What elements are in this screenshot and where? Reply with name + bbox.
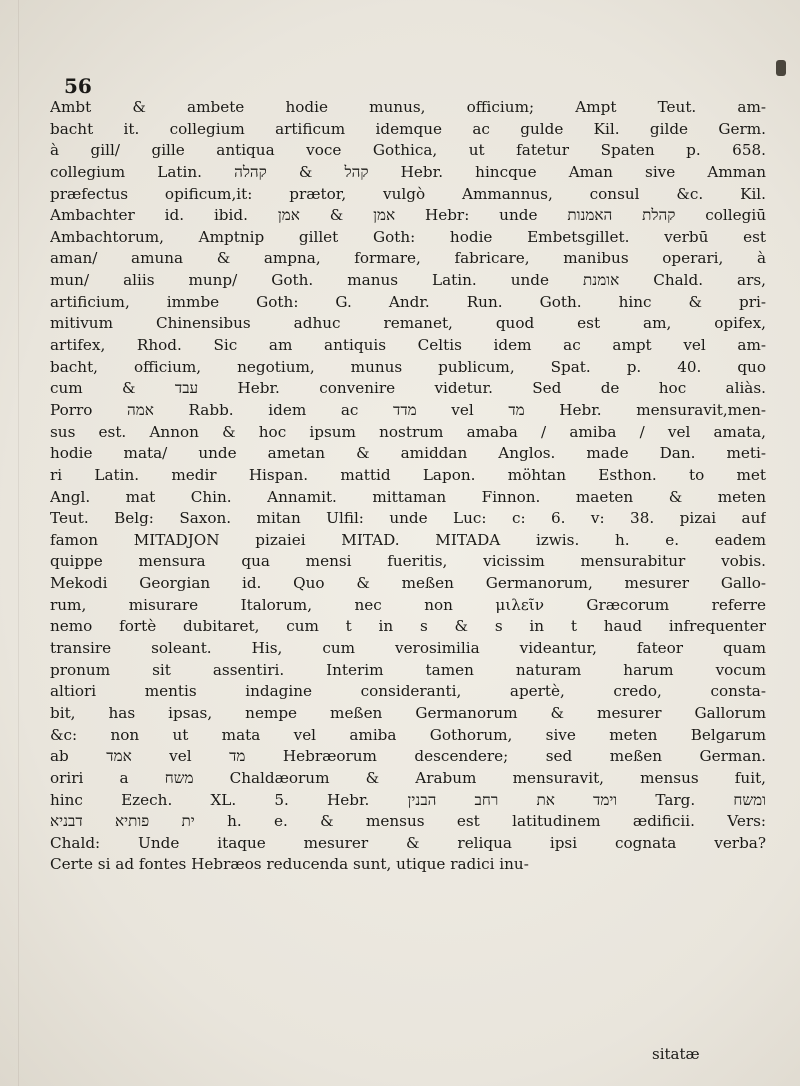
text-line: Teut. Belg: Saxon. mitan Ulfil: unde Luc: c: 6. v: 38. pizai auf [50, 509, 766, 528]
text-line: mun/ aliis munp/ Goth. manus Latin. unde אומנת Chald. ars, [50, 271, 766, 290]
text-line: pronum sit assentiri. Interim tamen naturam harum vocum [50, 660, 766, 679]
text-line: Ambachter id. ibid. אמן & אמן Hebr: unde קהלת האמנות collegiū [50, 206, 766, 225]
text-line: Chald: Unde itaque mesurer & reliqua ipsi cognata verba? [50, 833, 766, 852]
text-line: &c: non ut mata vel amiba Gothorum, sive meten Belgarum [50, 725, 766, 744]
text-line: oriri a משח Chaldæorum & Arabum mensuravit, mensus fuit, [50, 768, 766, 787]
text-line: à gill/ gille antiqua voce Gothica, ut fatetur Spaten p. 658. [50, 141, 766, 160]
text-line: Ambachtorum, Amptnip gillet Goth: hodie Embetsgillet. verbū est [50, 227, 766, 246]
text-line: sus est. Annon & hoc ipsum nostrum amaba / amiba / vel amata, [50, 422, 766, 441]
text-line: altiori mentis indagine consideranti, apertè, credo, consta- [50, 682, 766, 701]
text-line: quippe mensura qua mensi fueritis, vicissim mensurabitur vobis. [50, 552, 766, 571]
text-line: præfectus opificum,it: prætor, vulgò Ammannus, consul &c. Kil. [50, 184, 766, 203]
text-line: transire soleant. His, cum verosimilia videantur, fateor quam [50, 639, 766, 658]
text-line: artifex, Rhod. Sic am antiquis Celtis idem ac ampt vel am- [50, 336, 766, 355]
text-line: Angl. mat Chin. Annamit. mittaman Finnon. maeten & meten [50, 487, 766, 506]
text-line: bacht, officium, negotium, munus publicum, Spat. p. 40. quo [50, 357, 766, 376]
text-line: mitivum Chinensibus adhuc remanet, quod est am, opifex, [50, 314, 766, 333]
text-line: ab אמד vel מד Hebræorum descendere; sed meßen German. [50, 747, 766, 766]
page-number: 56 [64, 74, 92, 98]
text-line: bacht it. collegium artificum idemque ac gulde Kil. gilde Germ. [50, 119, 766, 138]
page-edge-shadow [18, 0, 19, 1086]
text-line: famon MITADJON pizaiei MITAD. MITADA izwis. h. e. eadem [50, 530, 766, 549]
text-line: Ambt & ambete hodie munus, officium; Ampt Teut. am- [50, 98, 766, 116]
ink-blot [776, 60, 786, 76]
text-line: bit, has ipsas, nempe meßen Germanorum & mesurer Gallorum [50, 703, 766, 722]
text-line: cum & עבד Hebr. convenire videtur. Sed de hoc aliàs. [50, 379, 766, 398]
body-text [50, 97, 766, 876]
catchword: sitatæ [652, 1045, 700, 1063]
text-line: aman/ amuna & ampna, formare, fabricare, manibus operari, à [50, 249, 766, 268]
text-line: rum, misurare Italorum, nec non μιλεῖν Græcorum referre [50, 595, 766, 614]
text-line: Mekodi Georgian id. Quo & meßen Germanorum, mesurer Gallo- [50, 574, 766, 593]
text-line: ית פותיא דבניא h. e. & mensus est latitudinem ædificii. Vers: [50, 812, 766, 831]
text-line: hinc Ezech. XL. 5. Hebr. וימד את רחב הבנין Targ. ומשח [50, 790, 766, 809]
text-line: nemo fortè dubitaret, cum t in s & s in t haud infrequenter [50, 617, 766, 636]
text-line: artificium, immbe Goth: G. Andr. Run. Goth. hinc & pri- [50, 292, 766, 311]
text-line: Porro אמה Rabb. idem ac מדד vel מד Hebr. mensuravit,men- [50, 400, 766, 419]
text-line: collegium Latin. קהל & קהלה Hebr. hincque Aman sive Amman [50, 162, 766, 181]
text-line: hodie mata/ unde ametan & amiddan Anglos. made Dan. meti- [50, 444, 766, 463]
text-line: ri Latin. medir Hispan. mattid Lapon. möhtan Esthon. to met [50, 465, 766, 484]
text-line: Certe si ad fontes Hebræos reducenda sunt, utique radici inu- [50, 855, 529, 874]
